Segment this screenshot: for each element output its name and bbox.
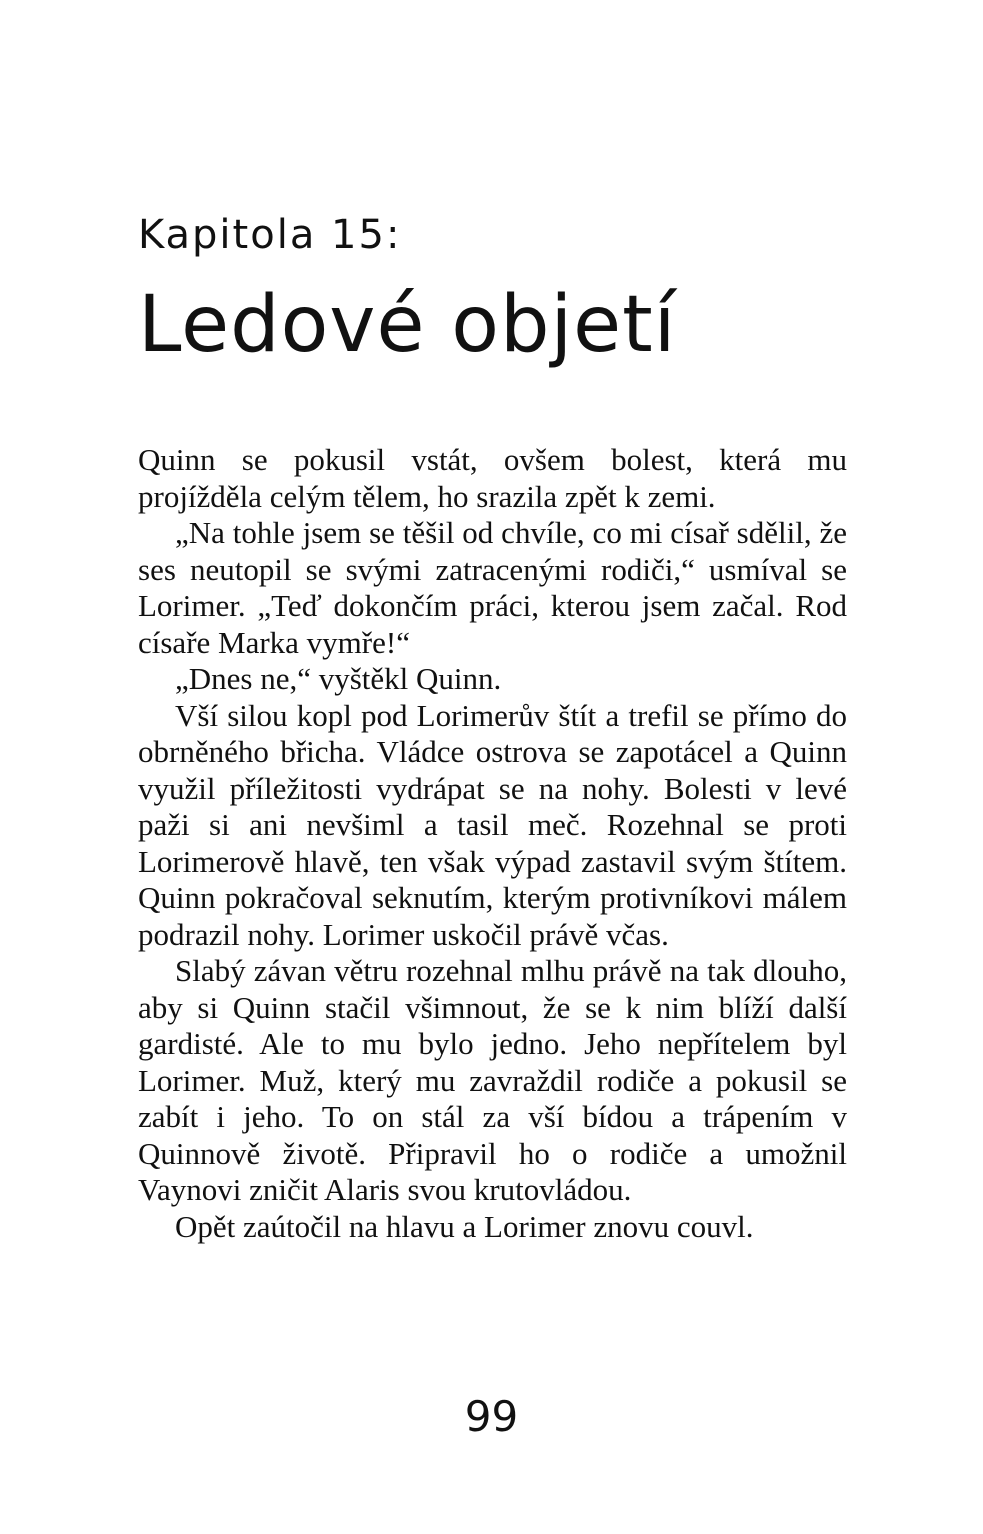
paragraph: Quinn se pokusil vstát, ovšem bolest, která mu projížděla celým tělem, ho srazila zpět k zemi. [138,442,847,514]
paragraph: „Dnes ne,“ vyštěkl Quinn. [175,661,502,696]
page-number: 99 [464,1392,519,1441]
paragraph: „Na tohle jsem se těšil od chvíle, co mi císař sdělil, že ses neutopil se svými zatracenými rodiči,“ usmíval se Lorimer. „Teď dokončím práci, kterou jsem začal. Rod císaře Marka vymře!“ [138,515,847,660]
body-text [138,442,847,1245]
paragraph: Vší silou kopl pod Lorimerův štít a trefil se přímo do obrněného břicha. Vládce ostrova se zapotácel a Quinn využil příležitosti vydrápat se na nohy. Bolesti v levé paži si ani nevšiml a tasil meč. Rozehnal se proti Lorimerově hlavě, ten však výpad zastavil svým štítem. Quinn pokračoval seknutím, kterým protivníkovi málem podrazil nohy. Lorimer uskočil právě včas. [138,697,847,952]
paragraph: Slabý závan větru rozehnal mlhu právě na tak dlouho, aby si Quinn stačil všimnout, že se k nim blíží další gardisté. Ale to mu bylo jedno. Jeho nepřítelem byl Lorimer. Muž, který mu zavraždil rodiče a pokusil se zabít i jeho. To on stál za vší bídou a trápením v Quinnově životě. Připravil ho o rodiče a umožnil Vaynovi zničit Alaris svou krutovládou. [138,953,847,1207]
chapter-title: Ledové objetí [138,280,677,370]
paragraph: Opět zaútočil na hlavu a Lorimer znovu couvl. [175,1208,754,1244]
chapter-label: Kapitola 15: [138,212,402,258]
